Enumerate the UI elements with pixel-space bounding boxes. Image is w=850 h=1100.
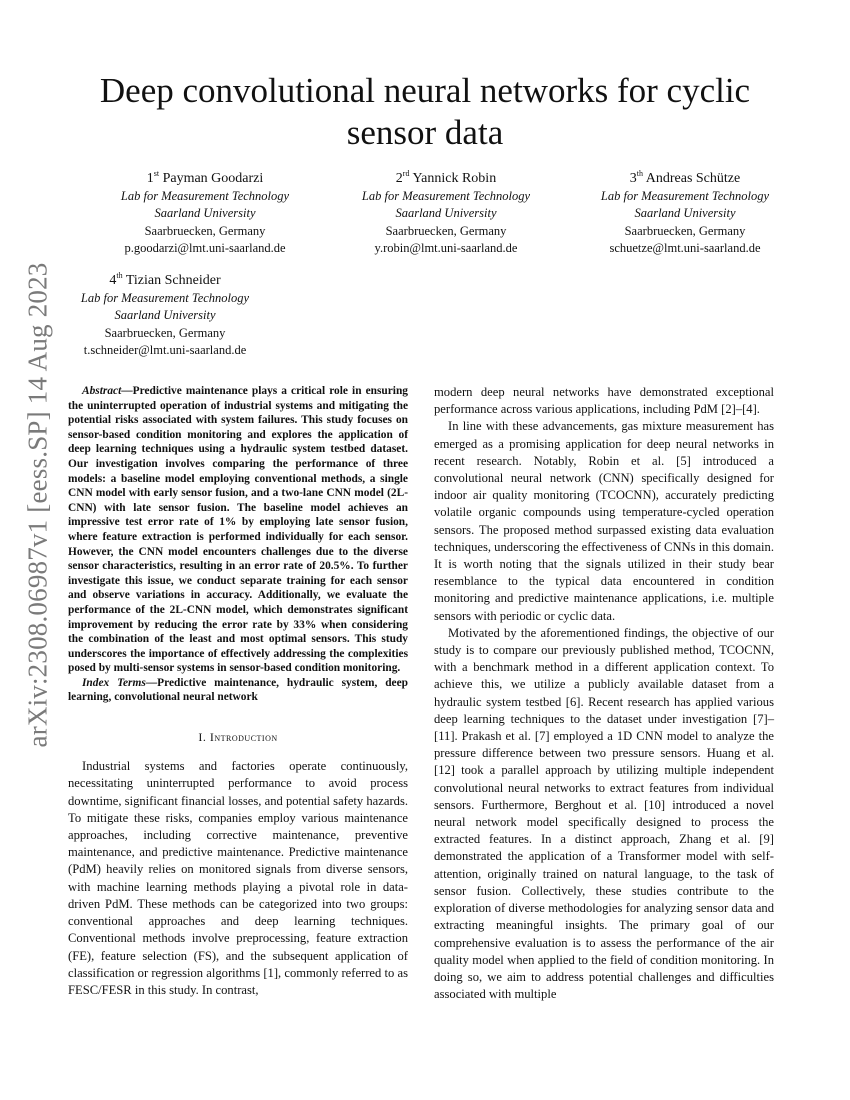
right-paragraph-3: Motivated by the aforementioned findings, the objective of our study is to compare our previously published method, TCOCNN, with a benchmark method in a different application context. To achieve this, we utilize a publicly available dataset from a hydraulic system testbed [6]. Recent research has applied various deep learning techniques to the dataset under investigation [7]–[11]. Prakash et al. [7] employed a 1D CNN model to analyze the pressure difference between two pressure sensors. Huang et al. [12] took a parallel approach by utilizing multiple independent convolutional neural networks to extract features from individual sensors. Furthermore, Berghout et al. [10] introduced a novel neural network model specifically designed to process the extracted features. In a distinct approach, Zhang et al. [9] demonstrated the application of a Transformer model with self-attention, originally trained on natural language, to the task of sensor fusion. Collectively, these studies contribute to the exploration of diverse methodologies for analyzing sensor data and extracting meaningful insights. The primary goal of our comprehensive evaluation is to assess the performance of the air quality model when applied to the field of condition monitoring. In doing so, we aim to address potential challenges and difficulties associated with multiple	[434, 625, 774, 1002]
author-city: Saarbruecken, Germany	[104, 325, 226, 340]
author-block-4	[55, 272, 275, 360]
right-column	[434, 384, 774, 1003]
author-ordinal-suffix: th	[116, 271, 123, 280]
index-terms	[68, 676, 408, 705]
author-ordinal-suffix: st	[153, 169, 160, 178]
author-email: t.schneider@lmt.uni-saarland.de	[83, 343, 247, 357]
section-title: Introduction	[209, 730, 278, 745]
author-ordinal: 4	[109, 273, 117, 288]
author-ordinal-suffix: rd	[402, 169, 410, 178]
abstract-text: Predictive maintenance plays a critical role in ensuring the uninterrupted operation of industrial systems and mitigating the potential risks associated with system failures. This study focuses on sensor-based condition monitoring and explores the application of deep learning techniques using a hydraulic system testbed dataset. Our investigation involves comparing the performance of three models: a baseline model employing conventional methods, a single CNN model with early sensor fusion, and a two-lane CNN model (2L-CNN) with late sensor fusion. The baseline model achieves an impressive test error rate of 1% by employing late sensor fusion, where feature extraction is performed individually for each sensor. However, the CNN model encounters challenges due to the diverse sensor characteristics, resulting in an error rate of 20.5%. To further investigate this issue, we conduct separate training for each sensor and observe variations in accuracy. Additionally, we evaluate the performance of the 2L-CNN model, which demonstrates significant improvement by reducing the error rate by 33% when considering the combination of the least and most optimal sensors. This study underscores the importance of effectively addressing the complexities posed by multi-sensor systems in sensor-based condition monitoring.	[68, 385, 408, 675]
author-ordinal: 1	[146, 171, 154, 186]
author-name: Andreas Schütze	[645, 171, 741, 186]
author-university: Saarland University	[395, 206, 497, 220]
author-lab: Lab for Measurement Technology	[120, 188, 290, 203]
left-column	[68, 384, 408, 999]
index-terms-label: Index Terms	[82, 676, 146, 689]
paper-title: Deep convolutional neural networks for cyclic sensor data	[99, 71, 751, 152]
section-numeral: I.	[198, 730, 210, 745]
author-ordinal-suffix: th	[636, 169, 644, 178]
author-city: Saarbruecken, Germany	[385, 223, 507, 238]
author-university: Saarland University	[634, 206, 736, 220]
author-block-1	[95, 170, 315, 258]
author-email: y.robin@lmt.uni-saarland.de	[374, 241, 518, 255]
intro-paragraph-1: Industrial systems and factories operate continuously, necessitating uninterrupted performance to avoid process downtime, significant financial losses, and potential safety hazards. To mitigate these risks, companies employ various maintenance approaches, including corrective maintenance, preventive maintenance, and predictive maintenance. Predictive maintenance (PdM) heavily relies on monitored signals from diverse sensors, with machine learning methods playing a pivotal role in data-driven PdM. These methods can be categorized into two groups: conventional approaches and deep learning techniques. Conventional methods involve preprocessing, feature extraction (FE), feature selection (FS), and the subsequent application of classification or regression algorithms [1], commonly referred to as FESC/FESR in this study. In contrast,	[68, 759, 408, 997]
author-email: schuetze@lmt.uni-saarland.de	[609, 241, 761, 255]
abstract	[68, 384, 408, 676]
author-ordinal: 3	[629, 171, 637, 186]
index-terms-dash: —	[145, 676, 158, 689]
right-paragraph-1: modern deep neural networks have demonstrated exceptional performance across various applications, including PdM [2]–[4].	[434, 385, 774, 417]
author-name: Yannick Robin	[412, 171, 497, 186]
author-name: Tizian Schneider	[125, 273, 221, 288]
author-university: Saarland University	[114, 308, 216, 322]
author-city: Saarbruecken, Germany	[144, 223, 266, 238]
author-lab: Lab for Measurement Technology	[361, 188, 531, 203]
author-block-2	[336, 170, 556, 258]
author-lab: Lab for Measurement Technology	[600, 188, 770, 203]
author-lab: Lab for Measurement Technology	[80, 290, 250, 305]
abstract-dash: —	[121, 385, 133, 397]
arxiv-sidebar	[18, 262, 58, 748]
right-paragraph-2: In line with these advancements, gas mixture measurement has emerged as a promising application for deep neural networks in recent research. Notably, Robin et al. [5] introduced a convolutional neural network (CNN) specifically designed for indoor air quality monitoring (TCOCNN), accurately predicting volatile organic compounds using temperature-cycled operation sensors. The proposed method surpassed existing data evaluation techniques, underscoring the effectiveness of CNNs in this domain. It is worth noting that the signals utilized in their study bear resemblance to the typical data encountered in condition monitoring and predictive maintenance applications, i.e. multiple sensors with periodic or cyclic data.	[434, 419, 774, 623]
section-heading-introduction	[68, 729, 408, 746]
index-terms-text: Predictive maintenance, hydraulic system, deep learning, convolutional neural network	[68, 676, 408, 704]
author-university: Saarland University	[154, 206, 256, 220]
abstract-label: Abstract	[82, 385, 122, 397]
author-city: Saarbruecken, Germany	[624, 223, 746, 238]
author-block-3	[570, 170, 800, 258]
author-ordinal: 2	[395, 171, 403, 186]
author-email: p.goodarzi@lmt.uni-saarland.de	[124, 241, 286, 255]
author-name: Payman Goodarzi	[162, 171, 264, 186]
arxiv-identifier: arXiv:2308.06987v1 [eess.SP] 14 Aug 2023	[22, 262, 53, 748]
